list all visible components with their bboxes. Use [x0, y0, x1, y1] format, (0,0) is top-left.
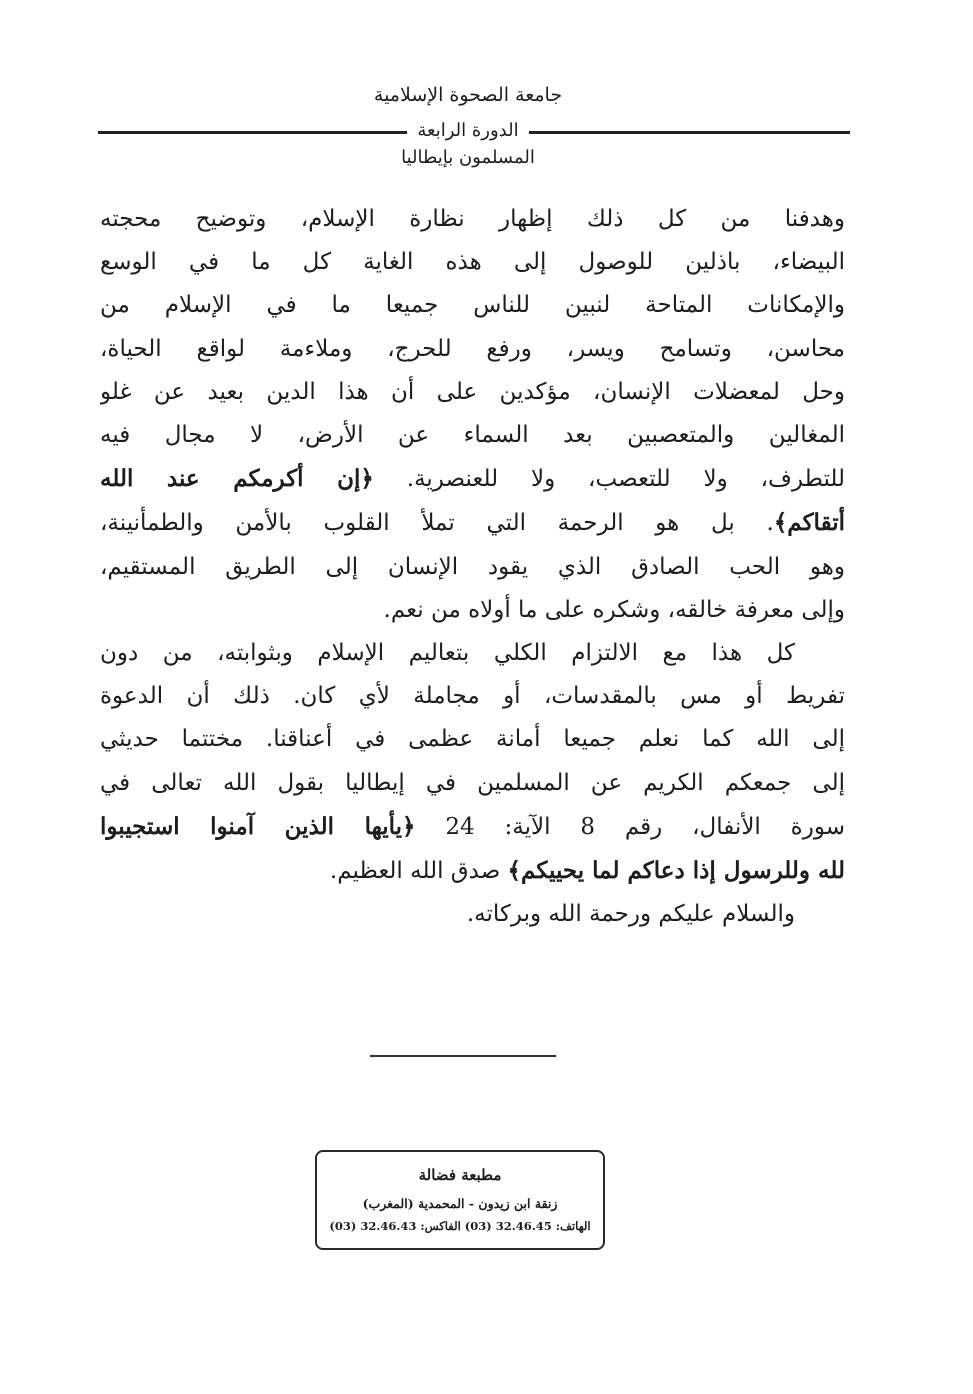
body-line: وهو الحب الصادق الذي يقود الإنسان إلى الطريق المستقيم،	[100, 553, 845, 580]
body-line: وهدفنا من كل ذلك إظهار نظارة الإسلام، وتوضيح محجته	[100, 206, 845, 232]
body-line: محاسن، وتسامح ويسر، ورفع للحرج، وملاءمة لواقع الحياة،	[100, 335, 845, 362]
body-line	[100, 457, 845, 501]
quran-verse: لله وللرسول إذا دعاكم لما يحييكم﴾	[507, 857, 845, 885]
header-session-text: الدورة الرابعة	[407, 120, 528, 141]
header-topic	[250, 147, 686, 168]
body-line: وحل لمعضلات الإنسان، مؤكدين على أن هذا الدين بعيد عن غلو	[100, 378, 845, 405]
body-line: المغالين والمتعصبين بعد السماء عن الأرض، لا مجال فيه	[100, 422, 845, 449]
quran-verse: ﴿يأيها الذين آمنوا استجيبوا	[100, 812, 416, 840]
body-line	[100, 501, 845, 545]
quran-verse: أتقاكم﴾	[773, 509, 845, 537]
body-line: تفريط أو مس بالمقدسات، أو مجاملة لأي كان. ذلك أن الدعوة	[100, 683, 845, 710]
printer-imprint-box	[315, 1150, 605, 1250]
printer-phone: الهاتف: 32.46.45 (03) الفاكس: 32.46.43 (03)	[329, 1219, 591, 1233]
printer-name: مطبعة فضالة	[418, 1166, 502, 1184]
body-line-text: صدق الله العظيم.	[329, 858, 508, 885]
body-line: البيضاء، باذلين للوصول إلى هذه الغاية كل ما في الوسع	[100, 249, 845, 276]
body-line: وإلى معرفة خالقه، وشكره على ما أولاه من نعم.	[383, 596, 845, 623]
header-title: جامعة الصحوة الإسلامية	[373, 84, 563, 106]
separator-rule	[370, 1055, 556, 1057]
body-line-text: سورة الأنفال، رقم 8 الآية: 24	[445, 813, 845, 840]
body-line-text: . بل هو الرحمة التي تملأ القلوب بالأمن والطمأنينة،	[100, 510, 774, 537]
header-topic-text: المسلمون بإيطاليا	[391, 147, 545, 168]
printer-address: زنقة ابن زيدون - المحمدية (المغرب)	[362, 1196, 558, 1211]
body-line: إلى الله كما نعلم جميعا أمانة عظمى في أعناقنا. مختتما حديثي	[100, 726, 845, 753]
header-session	[250, 120, 686, 141]
body-line: إلى جمعكم الكريم عن المسلمين في إيطاليا بقول الله تعالى في	[100, 769, 845, 796]
closing-line: والسلام عليكم ورحمة الله وبركاته.	[466, 901, 795, 928]
body-line-text: للتطرف، ولا للتعصب، ولا للعنصرية.	[406, 466, 845, 493]
quran-verse: ﴿إن أكرمكم عند الله	[100, 465, 374, 493]
body-line: كل هذا مع الالتزام الكلي بتعاليم الإسلام وبثوابته، من دون	[100, 640, 795, 667]
body-line	[100, 805, 845, 849]
body-line	[100, 849, 845, 893]
body-line: والإمكانات المتاحة لنبين للناس جميعا ما في الإسلام من	[100, 292, 845, 319]
body-text	[100, 198, 845, 936]
